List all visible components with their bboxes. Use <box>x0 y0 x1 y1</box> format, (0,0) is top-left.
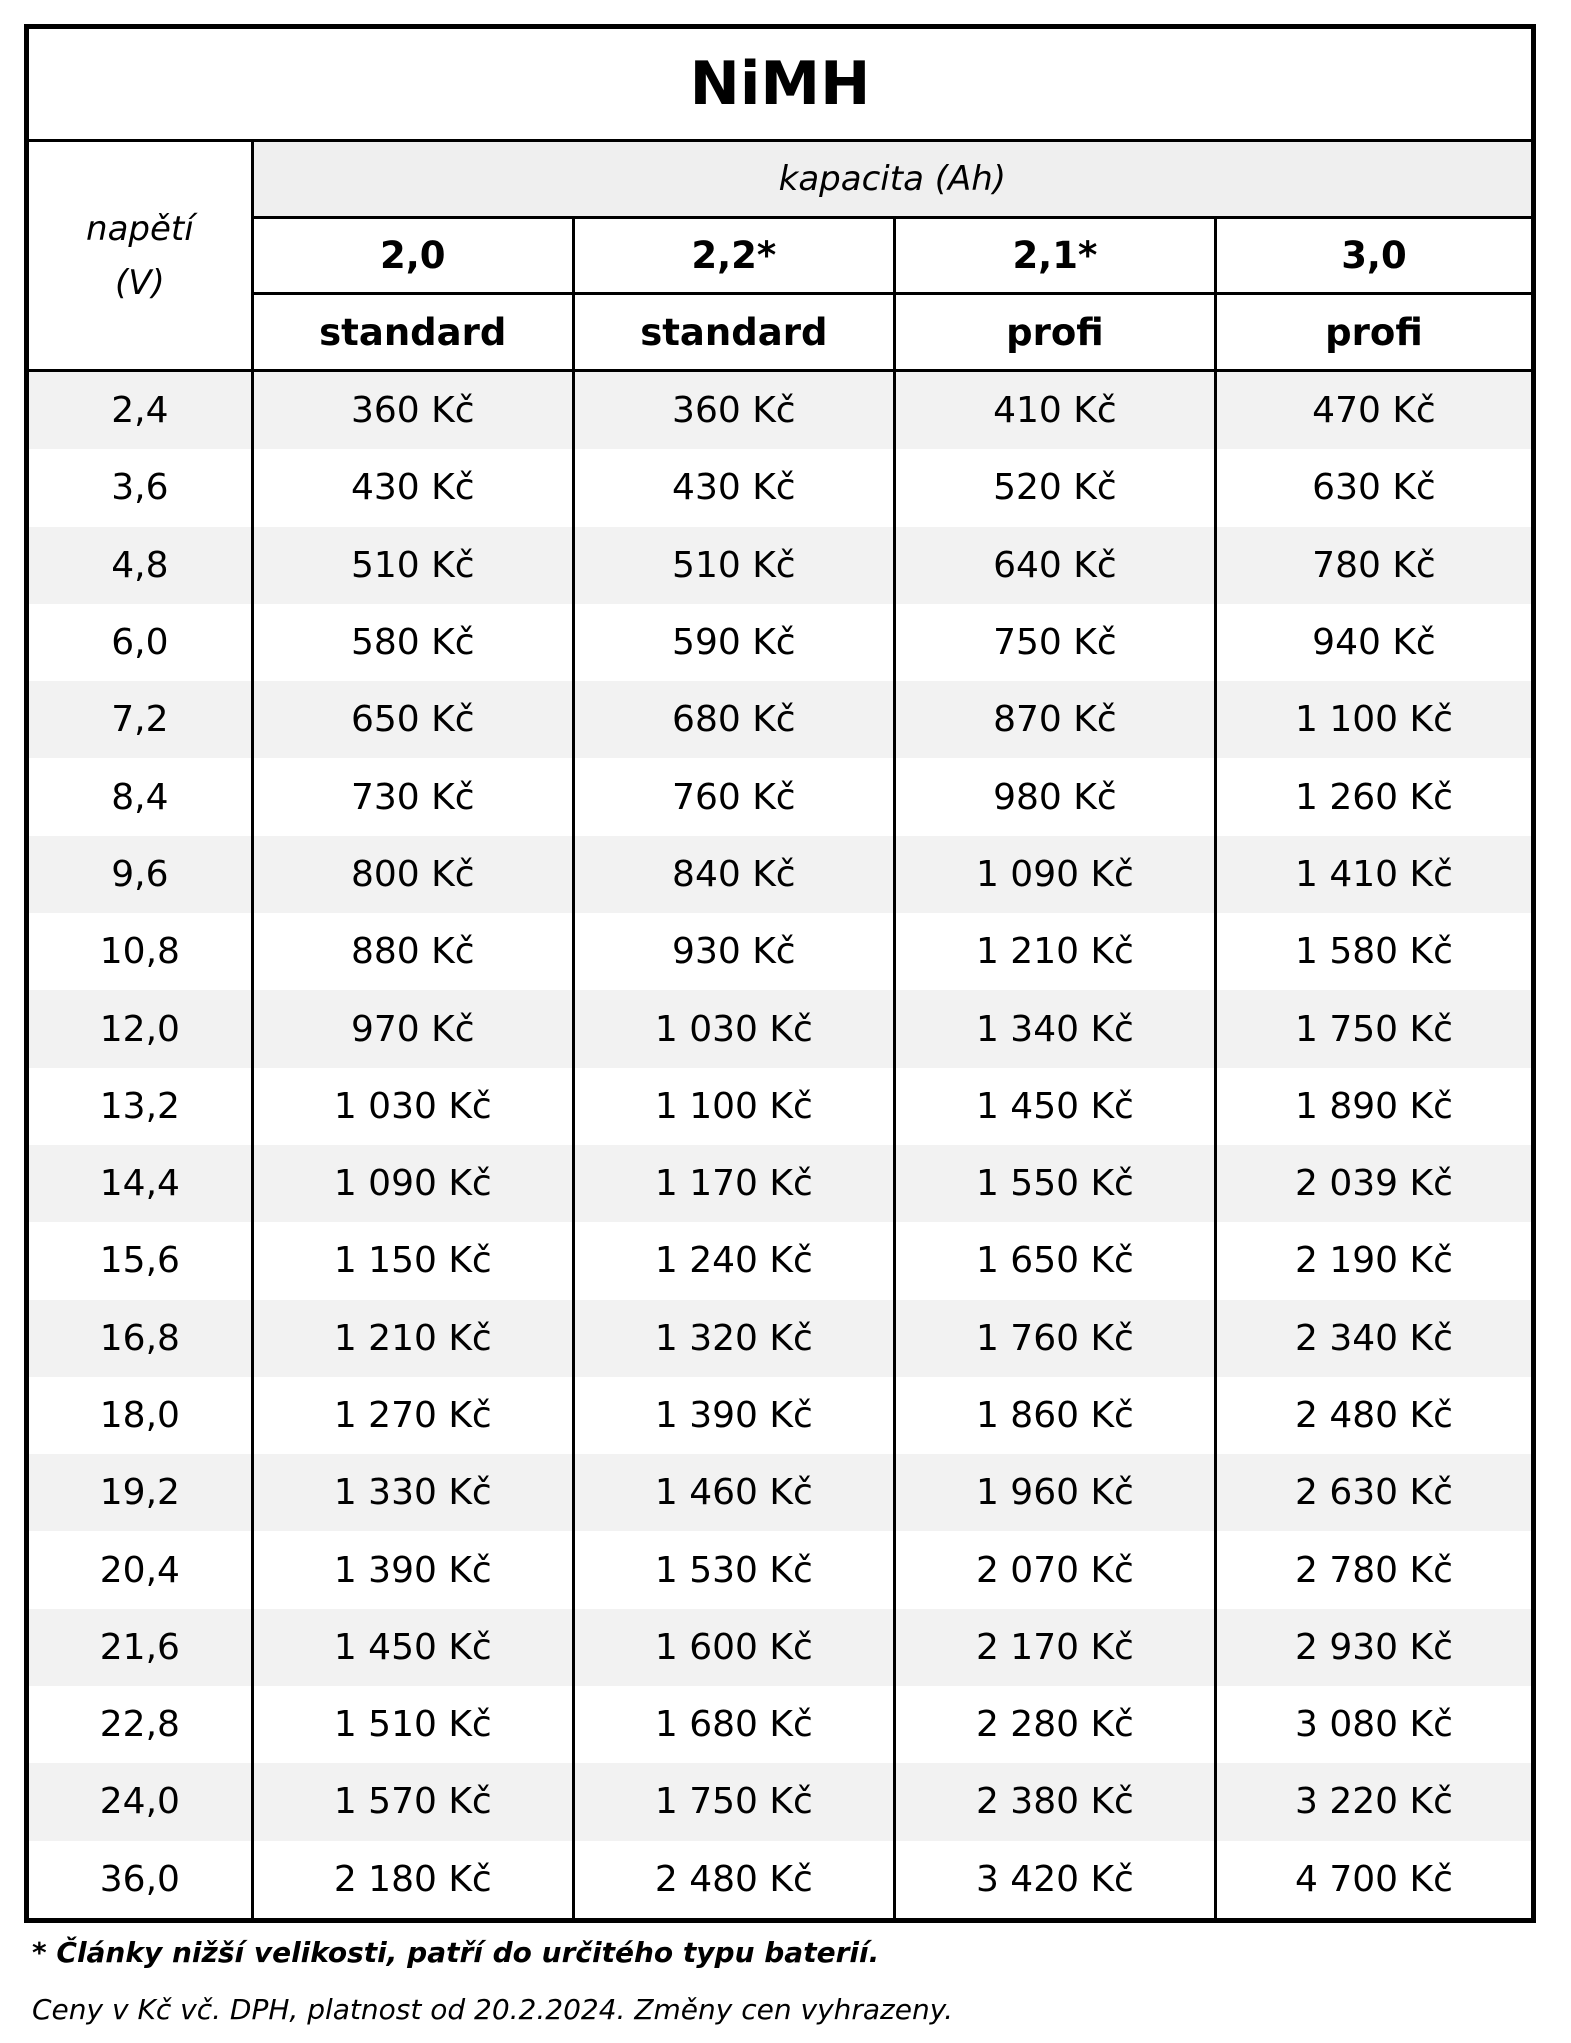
price-rows <box>27 371 1534 1921</box>
table-title: NiMH <box>27 27 1534 141</box>
price-cell: 1 260 Kč <box>1215 758 1533 835</box>
price-cell: 1 240 Kč <box>573 1222 894 1299</box>
voltage-cell: 21,6 <box>27 1609 253 1686</box>
voltage-cell: 6,0 <box>27 604 253 681</box>
price-cell: 1 650 Kč <box>894 1222 1215 1299</box>
price-cell: 1 270 Kč <box>252 1377 573 1454</box>
price-cell: 1 100 Kč <box>573 1068 894 1145</box>
price-cell: 360 Kč <box>573 371 894 450</box>
table-row <box>27 371 1534 450</box>
table-row <box>27 527 1534 604</box>
table-row <box>27 1686 1534 1763</box>
price-cell: 930 Kč <box>573 913 894 990</box>
price-cell: 1 450 Kč <box>252 1609 573 1686</box>
price-cell: 3 220 Kč <box>1215 1763 1533 1840</box>
price-cell: 1 760 Kč <box>894 1300 1215 1377</box>
price-cell: 940 Kč <box>1215 604 1533 681</box>
price-cell: 2 190 Kč <box>1215 1222 1533 1299</box>
table-row <box>27 449 1534 526</box>
price-cell: 640 Kč <box>894 527 1215 604</box>
price-cell: 510 Kč <box>573 527 894 604</box>
capacity-value: 2,0 <box>252 218 573 294</box>
voltage-cell: 16,8 <box>27 1300 253 1377</box>
price-cell: 1 530 Kč <box>573 1531 894 1608</box>
price-cell: 840 Kč <box>573 836 894 913</box>
table-row <box>27 1609 1534 1686</box>
capacity-value: 2,1* <box>894 218 1215 294</box>
price-cell: 880 Kč <box>252 913 573 990</box>
price-cell: 510 Kč <box>252 527 573 604</box>
price-cell: 410 Kč <box>894 371 1215 450</box>
table-row <box>27 1145 1534 1222</box>
price-cell: 1 030 Kč <box>573 990 894 1067</box>
price-cell: 2 039 Kč <box>1215 1145 1533 1222</box>
capacity-value: 3,0 <box>1215 218 1533 294</box>
price-cell: 2 170 Kč <box>894 1609 1215 1686</box>
price-cell: 430 Kč <box>573 449 894 526</box>
price-cell: 800 Kč <box>252 836 573 913</box>
price-cell: 430 Kč <box>252 449 573 526</box>
table-row <box>27 1841 1534 1921</box>
voltage-cell: 36,0 <box>27 1841 253 1921</box>
price-cell: 680 Kč <box>573 681 894 758</box>
price-cell: 1 600 Kč <box>573 1609 894 1686</box>
voltage-cell: 14,4 <box>27 1145 253 1222</box>
price-cell: 1 390 Kč <box>252 1531 573 1608</box>
price-table <box>24 24 1536 1923</box>
price-cell: 980 Kč <box>894 758 1215 835</box>
price-cell: 760 Kč <box>573 758 894 835</box>
price-cell: 1 860 Kč <box>894 1377 1215 1454</box>
table-row <box>27 1377 1534 1454</box>
price-cell: 1 170 Kč <box>573 1145 894 1222</box>
price-cell: 2 930 Kč <box>1215 1609 1533 1686</box>
voltage-cell: 10,8 <box>27 913 253 990</box>
price-cell: 1 580 Kč <box>1215 913 1533 990</box>
voltage-cell: 2,4 <box>27 371 253 450</box>
price-cell: 2 480 Kč <box>1215 1377 1533 1454</box>
price-cell: 1 210 Kč <box>894 913 1215 990</box>
voltage-cell: 18,0 <box>27 1377 253 1454</box>
price-cell: 1 320 Kč <box>573 1300 894 1377</box>
price-cell: 1 330 Kč <box>252 1454 573 1531</box>
battery-type: profi <box>894 294 1215 371</box>
price-cell: 3 420 Kč <box>894 1841 1215 1921</box>
price-cell: 1 890 Kč <box>1215 1068 1533 1145</box>
price-cell: 630 Kč <box>1215 449 1533 526</box>
price-cell: 870 Kč <box>894 681 1215 758</box>
price-cell: 750 Kč <box>894 604 1215 681</box>
price-cell: 2 180 Kč <box>252 1841 573 1921</box>
price-cell: 1 450 Kč <box>894 1068 1215 1145</box>
price-cell: 2 780 Kč <box>1215 1531 1533 1608</box>
table-row <box>27 681 1534 758</box>
price-cell: 2 340 Kč <box>1215 1300 1533 1377</box>
table-row <box>27 1222 1534 1299</box>
table-row <box>27 1763 1534 1840</box>
voltage-cell: 24,0 <box>27 1763 253 1840</box>
price-cell: 1 390 Kč <box>573 1377 894 1454</box>
price-cell: 2 630 Kč <box>1215 1454 1533 1531</box>
price-cell: 3 080 Kč <box>1215 1686 1533 1763</box>
price-cell: 1 570 Kč <box>252 1763 573 1840</box>
capacity-value: 2,2* <box>573 218 894 294</box>
price-cell: 1 090 Kč <box>252 1145 573 1222</box>
price-cell: 2 280 Kč <box>894 1686 1215 1763</box>
voltage-cell: 3,6 <box>27 449 253 526</box>
table-row <box>27 604 1534 681</box>
price-cell: 1 090 Kč <box>894 836 1215 913</box>
capacity-header: kapacita (Ah) <box>252 141 1533 218</box>
table-row <box>27 990 1534 1067</box>
price-cell: 4 700 Kč <box>1215 1841 1533 1921</box>
table-row <box>27 913 1534 990</box>
price-cell: 1 030 Kč <box>252 1068 573 1145</box>
table-row <box>27 1068 1534 1145</box>
price-cell: 1 410 Kč <box>1215 836 1533 913</box>
price-cell: 1 210 Kč <box>252 1300 573 1377</box>
price-cell: 1 510 Kč <box>252 1686 573 1763</box>
voltage-cell: 12,0 <box>27 990 253 1067</box>
table-row <box>27 1300 1534 1377</box>
footnote: * Články nižší velikosti, patří do určitého typu baterií. <box>32 1936 880 1969</box>
voltage-cell: 20,4 <box>27 1531 253 1608</box>
voltage-cell: 13,2 <box>27 1068 253 1145</box>
voltage-cell: 19,2 <box>27 1454 253 1531</box>
voltage-cell: 8,4 <box>27 758 253 835</box>
voltage-cell: 15,6 <box>27 1222 253 1299</box>
price-cell: 730 Kč <box>252 758 573 835</box>
voltage-header-label: napětí <box>86 208 194 249</box>
validity-note: Ceny v Kč vč. DPH, platnost od 20.2.2024. Změny cen vyhrazeny. <box>32 1993 954 2026</box>
price-cell: 1 460 Kč <box>573 1454 894 1531</box>
price-cell: 1 100 Kč <box>1215 681 1533 758</box>
table-row <box>27 1531 1534 1608</box>
voltage-cell: 9,6 <box>27 836 253 913</box>
price-cell: 1 680 Kč <box>573 1686 894 1763</box>
price-cell: 1 550 Kč <box>894 1145 1215 1222</box>
price-cell: 650 Kč <box>252 681 573 758</box>
price-cell: 470 Kč <box>1215 371 1533 450</box>
table-row <box>27 1454 1534 1531</box>
price-cell: 1 960 Kč <box>894 1454 1215 1531</box>
price-cell: 2 480 Kč <box>573 1841 894 1921</box>
price-cell: 2 380 Kč <box>894 1763 1215 1840</box>
voltage-cell: 4,8 <box>27 527 253 604</box>
voltage-header-unit: (V) <box>114 262 165 303</box>
price-cell: 2 070 Kč <box>894 1531 1215 1608</box>
price-cell: 1 750 Kč <box>573 1763 894 1840</box>
table-row <box>27 758 1534 835</box>
battery-type: standard <box>573 294 894 371</box>
price-cell: 970 Kč <box>252 990 573 1067</box>
price-cell: 360 Kč <box>252 371 573 450</box>
price-cell: 590 Kč <box>573 604 894 681</box>
table-row <box>27 836 1534 913</box>
price-cell: 1 150 Kč <box>252 1222 573 1299</box>
price-cell: 780 Kč <box>1215 527 1533 604</box>
voltage-cell: 22,8 <box>27 1686 253 1763</box>
battery-type: profi <box>1215 294 1533 371</box>
price-cell: 1 750 Kč <box>1215 990 1533 1067</box>
battery-type: standard <box>252 294 573 371</box>
voltage-column-header <box>27 141 253 371</box>
voltage-cell: 7,2 <box>27 681 253 758</box>
price-cell: 580 Kč <box>252 604 573 681</box>
price-cell: 1 340 Kč <box>894 990 1215 1067</box>
price-cell: 520 Kč <box>894 449 1215 526</box>
